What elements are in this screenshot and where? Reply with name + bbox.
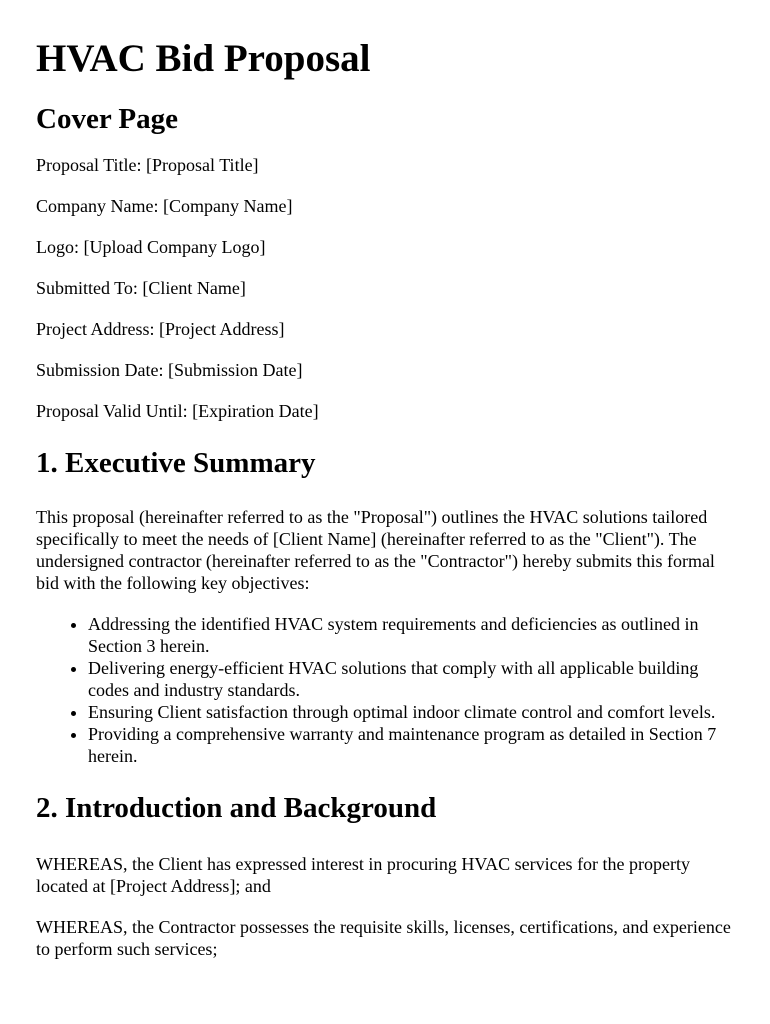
list-item: • Delivering energy-efficient HVAC solutions that comply with all applicable building codes and industry standards.	[88, 657, 734, 701]
cover-field-logo: Logo: [Upload Company Logo]	[36, 236, 266, 257]
introduction-paragraph: WHEREAS, the Contractor possesses the requisite skills, licenses, certifications, and experience to perform such services;	[36, 917, 731, 960]
document-title: HVAC Bid Proposal	[36, 37, 371, 80]
objectives-list	[36, 613, 734, 767]
cover-field-valid-until: Proposal Valid Until: [Expiration Date]	[36, 400, 319, 421]
list-item: • Providing a comprehensive warranty and maintenance program as detailed in Section 7 herein.	[88, 723, 734, 767]
cover-page-heading: Cover Page	[36, 102, 178, 135]
introduction-heading: 2. Introduction and Background	[36, 792, 437, 825]
introduction-paragraph: WHEREAS, the Client has expressed interest in procuring HVAC services for the property located at [Project Address]; and	[36, 854, 691, 897]
cover-field-proposal-title: Proposal Title: [Proposal Title]	[36, 154, 259, 175]
list-item: • Addressing the identified HVAC system requirements and deficiencies as outlined in Section 3 herein.	[88, 613, 734, 657]
cover-field-submission-date: Submission Date: [Submission Date]	[36, 359, 303, 380]
executive-summary-heading: 1. Executive Summary	[36, 446, 316, 479]
executive-summary-paragraph: This proposal (hereinafter referred to as the "Proposal") outlines the HVAC solutions tailored specifically to meet the needs of [Client Name] (hereinafter referred to as the "Client"). The undersigned contractor (hereinafter referred to as the "Contractor") hereby submits this formal bid with the following key objectives:	[36, 507, 715, 594]
cover-field-company-name: Company Name: [Company Name]	[36, 195, 293, 216]
list-item: • Ensuring Client satisfaction through optimal indoor climate control and comfort levels.	[88, 701, 734, 723]
cover-field-submitted-to: Submitted To: [Client Name]	[36, 277, 246, 298]
cover-field-project-address: Project Address: [Project Address]	[36, 318, 285, 339]
